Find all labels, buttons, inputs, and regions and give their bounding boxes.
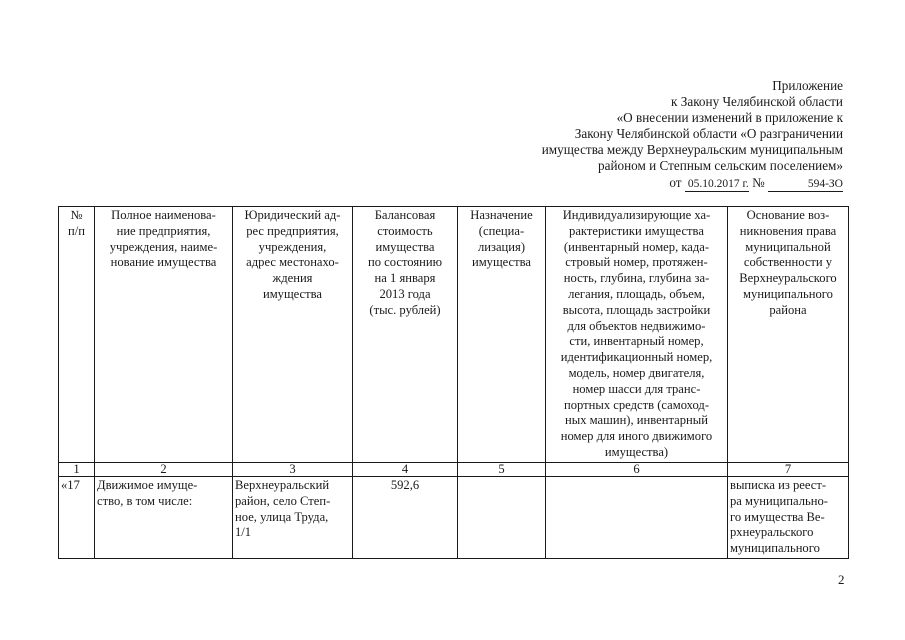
row-number: «17 <box>59 477 95 559</box>
column-header-purpose: Назначение (специа- лизация) имущества <box>458 207 546 463</box>
column-number: 3 <box>233 463 353 477</box>
column-number: 6 <box>546 463 728 477</box>
law-date: 05.10.2017 г. <box>685 178 749 192</box>
number-prefix: № <box>752 175 765 190</box>
column-header-address: Юридический ад- рес предприятия, учреждения, адрес местонахо- ждения имущества <box>233 207 353 463</box>
header-line: «О внесении изменений в приложение к <box>616 110 843 125</box>
page-number: 2 <box>838 572 845 587</box>
row-purpose <box>458 477 546 559</box>
header-line: к Закону Челябинской области <box>671 94 843 109</box>
header-line: имущества между Верхнеуральским муниципальным <box>541 142 843 157</box>
row-characteristics <box>546 477 728 559</box>
row-address: Верхнеуральский район, село Степ- ное, улица Труда, 1/1 <box>233 477 353 559</box>
header-line: Закону Челябинской области «О разграничении <box>574 126 843 141</box>
row-value: 592,6 <box>353 477 458 559</box>
column-number: 7 <box>728 463 849 477</box>
row-name: Движимое имуще- ство, в том числе: <box>95 477 233 559</box>
column-number: 4 <box>353 463 458 477</box>
header-line: районом и Степным сельским поселением» <box>598 158 843 173</box>
column-header-characteristics: Индивидуализирующие ха- рактеристики имущества (инвентарный номер, када- стровый номер, протяжен- ность, глубина, глубина за- легания, площадь, объем, высота, площадь застройки для объектов недвижимо- сти, инвентарный номер, идентификационный номер, модель, номер двигателя, номер шасси для транс- портных средств (самоход- ных машин), инвентарный номер для иного движимого имущества) <box>546 207 728 463</box>
date-number-line <box>423 175 843 192</box>
column-header-name: Полное наименова- ние предприятия, учреждения, наиме- нование имущества <box>95 207 233 463</box>
column-number: 2 <box>95 463 233 477</box>
date-prefix: от <box>669 175 682 190</box>
column-number: 5 <box>458 463 546 477</box>
header-line: Приложение <box>772 78 843 93</box>
table-row <box>59 477 849 559</box>
column-header-number: № п/п <box>59 207 95 463</box>
law-number: 594-ЗО <box>768 178 843 192</box>
column-header-basis: Основание воз- никновения права муниципальной собственности у Верхнеуральского муниципального района <box>728 207 849 463</box>
column-number-row <box>59 463 849 477</box>
document-header <box>423 78 843 192</box>
table-header-row <box>59 207 849 463</box>
property-table <box>58 206 849 559</box>
column-number: 1 <box>59 463 95 477</box>
column-header-value: Балансовая стоимость имущества по состоянию на 1 января 2013 года (тыс. рублей) <box>353 207 458 463</box>
row-basis: выписка из реест- ра муниципально- го имущества Ве- рхнеуральского муниципального <box>728 477 849 559</box>
